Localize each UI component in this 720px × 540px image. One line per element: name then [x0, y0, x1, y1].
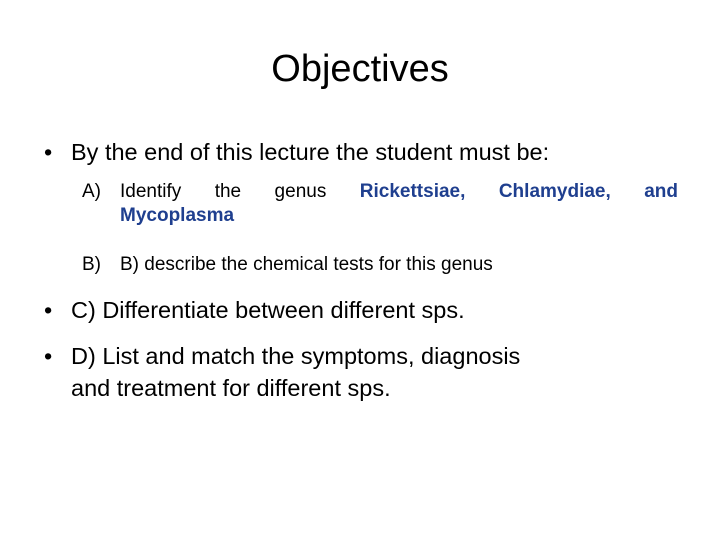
bullet-text-line-2: and treatment for different sps.: [71, 375, 391, 401]
sub-item-marker: A): [82, 181, 101, 202]
bullet-text: C) Differentiate between different sps.: [71, 297, 465, 323]
bullet-text: By the end of this lecture the student must be:: [71, 139, 550, 165]
sub-item-prefix: Identify the genus: [120, 181, 327, 202]
bullet-text: [71, 340, 651, 404]
genus-highlight: Rickettsiae, Chlamydiae, and: [359, 181, 678, 202]
slide-title: Objectives: [271, 48, 449, 90]
sub-item-line-1: [120, 180, 678, 204]
bullet-text-line-1: D) List and match the symptoms, diagnosis: [71, 343, 521, 369]
genus-highlight-continued: Mycoplasma: [120, 205, 235, 226]
sub-item-content: [120, 180, 678, 228]
sub-item-line-2: [120, 204, 678, 228]
sub-item-content: B) describe the chemical tests for this genus: [120, 254, 493, 275]
bullet-icon: •: [44, 343, 53, 369]
bullet-icon: •: [44, 297, 53, 323]
sub-item-marker: B): [82, 254, 101, 275]
sub-item-a: [82, 180, 678, 230]
bullet-icon: •: [44, 139, 53, 165]
